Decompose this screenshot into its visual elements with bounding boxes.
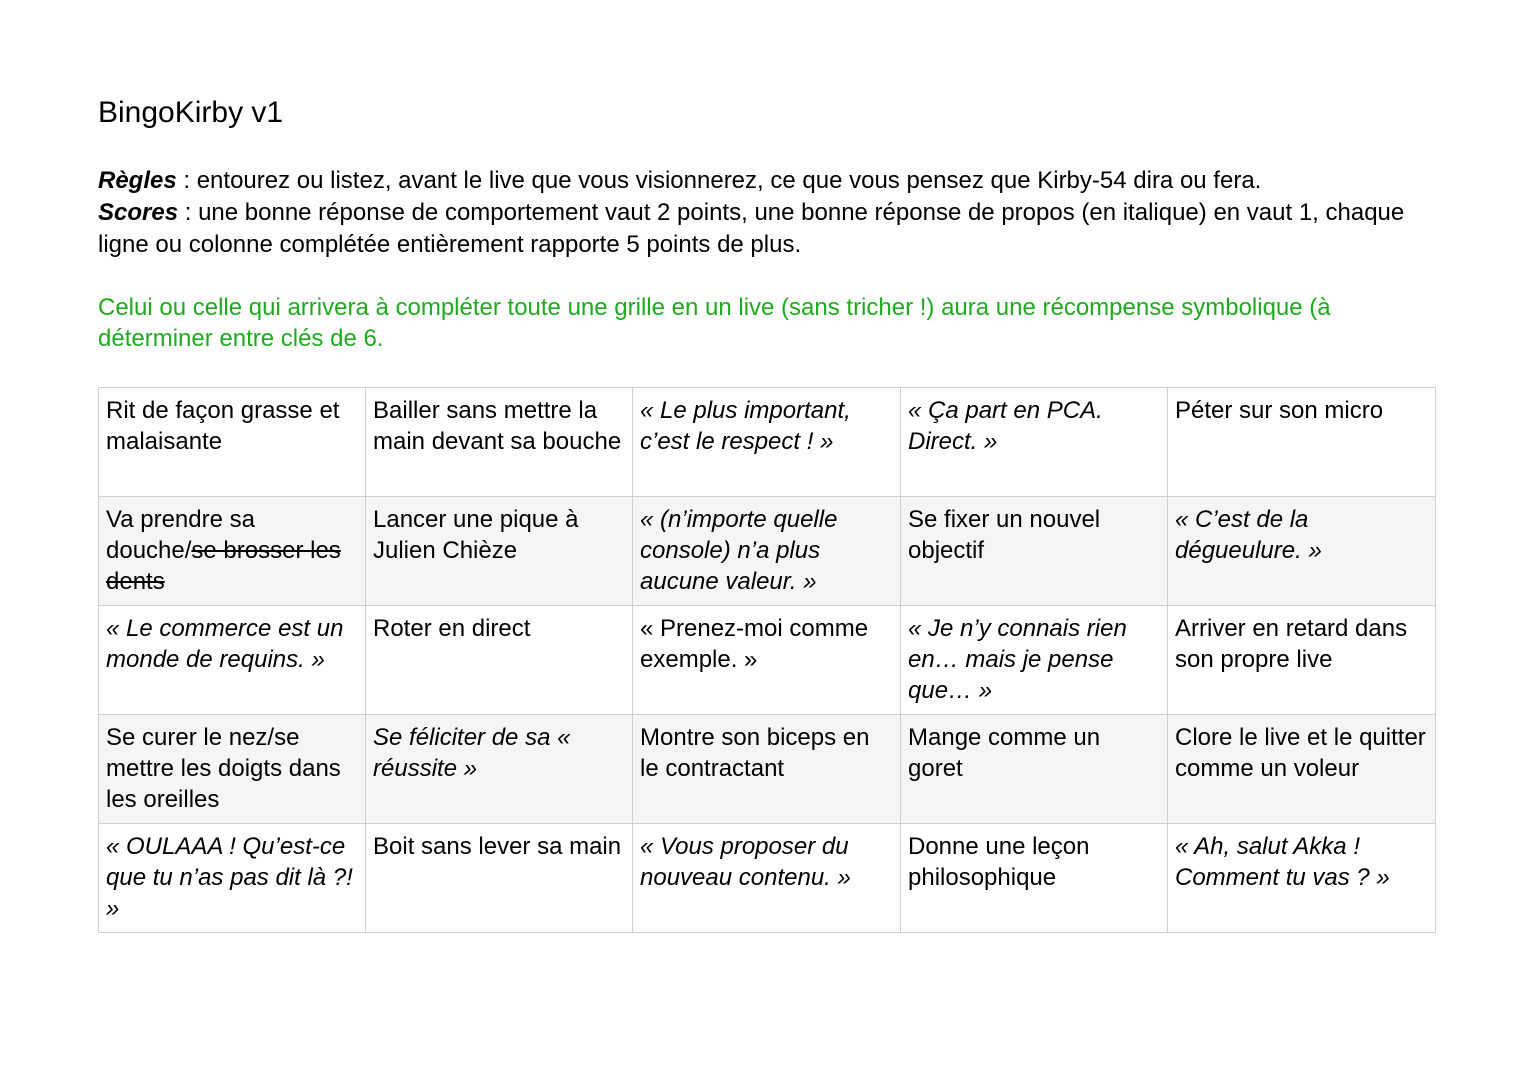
grid-cell[interactable] [366, 606, 633, 715]
grid-cell[interactable] [1168, 715, 1436, 824]
cell-text: Donne une leçon philosophique [908, 833, 1090, 891]
grid-cell[interactable] [99, 497, 366, 606]
cell-text: Se fixer un nouvel objectif [908, 506, 1101, 564]
grid-cell[interactable] [901, 388, 1168, 497]
grid-cell[interactable] [633, 824, 901, 933]
rules-paragraph [98, 165, 1443, 197]
cell-text: Va prendre sa douche/ [106, 506, 255, 564]
cell-text: Péter sur son micro [1175, 397, 1384, 424]
grid-cell[interactable] [99, 388, 366, 497]
cell-text: Lancer une pique à Julien Chièze [373, 506, 579, 564]
cell-text: Se féliciter de sa « réussite » [373, 724, 571, 782]
cell-text: Rit de façon grasse et malaisante [106, 397, 340, 455]
cell-text: Clore le live et le quitter comme un voleur [1175, 724, 1426, 782]
grid-cell[interactable] [99, 715, 366, 824]
grid-cell[interactable] [633, 497, 901, 606]
cell-text: « Vous proposer du nouveau contenu. » [640, 833, 851, 891]
grid-cell[interactable] [366, 715, 633, 824]
cell-text: Montre son biceps en le contractant [640, 724, 870, 782]
grid-row [99, 606, 1436, 715]
cell-text: « Je n’y connais rien en… mais je pense que… » [908, 615, 1127, 704]
scores-label: Scores [98, 199, 179, 226]
reward-text: Celui ou celle qui arrivera à compléter toute une grille en un live (sans tricher !) aura une récompense symbolique (à déterminer entre clés de 6. [98, 294, 1331, 352]
grid-cell[interactable] [99, 824, 366, 933]
cell-text: Arriver en retard dans son propre live [1175, 615, 1408, 673]
grid-row [99, 715, 1436, 824]
grid-cell[interactable] [1168, 824, 1436, 933]
grid-cell[interactable] [1168, 497, 1436, 606]
cell-text-struck: se brosser les dents [106, 537, 341, 595]
cell-text: « Prenez-moi comme exemple. » [640, 615, 869, 673]
scores-text: : une bonne réponse de comportement vaut 2 points, une bonne réponse de propos (en italique) en vaut 1, chaque ligne ou colonne complétée entièrement rapporte 5 points de plus. [98, 199, 1405, 258]
rules-label: Règles [98, 167, 177, 194]
grid-cell[interactable] [366, 388, 633, 497]
grid-row [99, 388, 1436, 497]
cell-text: « (n’importe quelle console) n’a plus aucune valeur. » [640, 506, 838, 595]
cell-text: « C’est de la dégueulure. » [1175, 506, 1322, 564]
cell-text: Bailler sans mettre la main devant sa bouche [373, 397, 622, 455]
cell-text: « OULAAA ! Qu’est-ce que tu n’as pas dit là ?! » [106, 833, 353, 922]
grid-cell[interactable] [633, 606, 901, 715]
grid-cell[interactable] [366, 824, 633, 933]
grid-cell[interactable] [633, 388, 901, 497]
grid-row [99, 824, 1436, 933]
rules-text: : entourez ou listez, avant le live que vous visionnerez, ce que vous pensez que Kirby-54 dira ou fera. [176, 167, 1262, 194]
cell-text: « Ça part en PCA. Direct. » [908, 397, 1103, 455]
grid-cell[interactable] [901, 606, 1168, 715]
grid-cell[interactable] [633, 715, 901, 824]
cell-text: Mange comme un goret [908, 724, 1101, 782]
bingo-grid [98, 387, 1436, 933]
grid-cell[interactable] [1168, 388, 1436, 497]
cell-text: Roter en direct [373, 615, 531, 642]
cell-text: « Le commerce est un monde de requins. » [106, 615, 344, 673]
page-title: BingoKirby v1 [98, 96, 284, 129]
cell-text: « Ah, salut Akka ! Comment tu vas ? » [1175, 833, 1390, 891]
scores-paragraph [98, 197, 1443, 261]
rules-section [98, 165, 1443, 261]
grid-cell[interactable] [901, 497, 1168, 606]
grid-cell[interactable] [901, 824, 1168, 933]
grid-cell[interactable] [901, 715, 1168, 824]
cell-text: Se curer le nez/se mettre les doigts dans les oreilles [106, 724, 341, 813]
cell-text: Boit sans lever sa main [373, 833, 622, 860]
cell-text: « Le plus important, c’est le respect ! » [640, 397, 851, 455]
grid-cell[interactable] [1168, 606, 1436, 715]
grid-row [99, 497, 1436, 606]
grid-cell[interactable] [99, 606, 366, 715]
grid-cell[interactable] [366, 497, 633, 606]
